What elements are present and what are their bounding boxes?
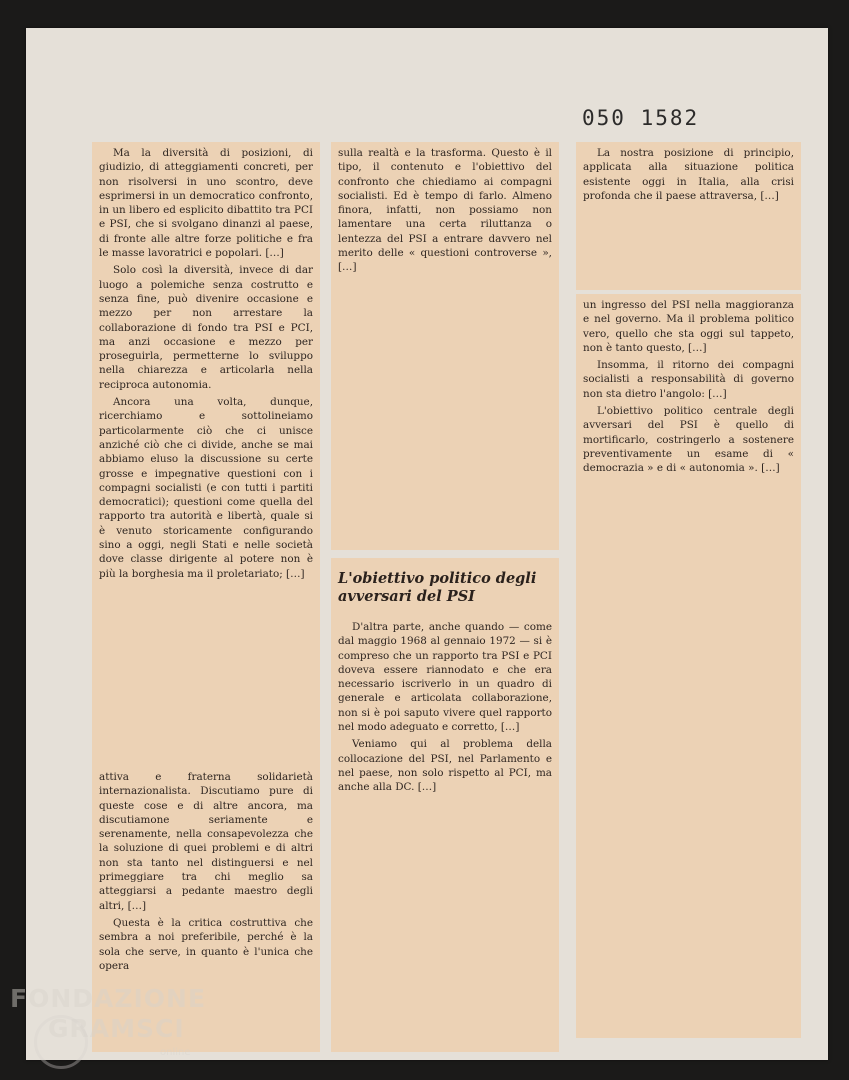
paragraph: La nostra posizione di principio, applicata alla situazione politica esistente oggi in Italia, alla crisi profonda che il paese attraversa, […] <box>583 147 794 202</box>
clipping-column-3-bottom <box>576 294 801 1038</box>
paragraph: D'altra parte, anche quando — come dal maggio 1968 al gennaio 1972 — si è compreso che un rapporto tra PSI e PCI doveva essere riannodato e che era necessario iscriverlo in un quadro di generale e articolata collaborazione, non si è poi saputo vivere quel rapporto nel modo adeguato e corretto, […] <box>338 621 552 734</box>
paragraph: Ancora una volta, dunque, ricerchiamo e sottolineiamo particolarmente ciò che ci unisce anziché ciò che ci divide, anche se mai abbiamo eluso la discussione su certe grosse e impegnative questioni con i compagni socialisti (e con tutti i partiti democratici); questioni come quella del rapporto tra autorità e libertà, quale si è venuto storicamente configurando sino a oggi, negli Stati e nelle società dove classe dirigente al potere non è più la borghesia ma il proletariato; […] <box>99 396 313 580</box>
paragraph: Solo così la diversità, invece di dar luogo a polemiche senza costrutto e senza fine, può divenire occasione e mezzo per non arrestare la collaborazione di fondo tra PSI e PCI, ma anzi occasione e mezzo per proseguirla, permetterne lo sviluppo nella chiarezza e articolarla nella reciproca autonomia. <box>99 264 313 391</box>
clipping-column-2-top <box>331 142 559 550</box>
watermark <box>10 984 206 1068</box>
watermark-line2: GRAMSCI <box>48 1014 185 1043</box>
paragraph: attiva e fraterna solidarietà internazionalista. Discutiamo pure di queste cose e di altre ancora, ma discutiamone seriamente e serenamente, nella consapevolezza che la soluzione di quei problemi e di altri non sta tanto nel distinguersi e nel primeggiare tra chi meglio sa atteggiarsi a pedante maestro degli altri, […] <box>99 771 313 912</box>
clipping-column-2-bottom <box>331 558 559 1052</box>
clipping-column-1-top <box>92 142 320 766</box>
paragraph: Insomma, il ritorno dei compagni socialisti a responsabilità di governo non sta dietro l'angolo: […] <box>583 359 794 400</box>
paragraph: Veniamo qui al problema della collocazione del PSI, nel Parlamento e nel paese, non solo rispetto al PCI, ma anche alla DC. […] <box>338 738 552 794</box>
paragraph: Ma la diversità di posizioni, di giudizio, di atteggiamenti concreti, per non risolversi in uno scontro, deve esprimersi in un democratico confronto, in un libero ed esplicito dibattito tra PCI e PSI, che si svolgano dinanzi al paese, di fronte alle altre forze politiche e fra le masse lavoratrici e popolari. […] <box>99 147 313 260</box>
paragraph: un ingresso del PSI nella maggioranza e nel governo. Ma il problema politico vero, quello che sta oggi sul tappeto, non è tanto questo, […] <box>583 299 794 354</box>
paragraph: sulla realtà e la trasforma. Questo è il tipo, il contenuto e l'obiettivo del confronto che chiediamo ai compagni socialisti. Ed è tempo di farlo. Almeno finora, infatti, non possiamo non lamentare una certa riluttanza o lentezza del PSI a entrare davvero nel merito delle « questioni controverse », […] <box>338 147 552 274</box>
section-heading: L'obiettivo politico degli avversari del PSI <box>338 570 537 605</box>
document-page <box>26 28 828 1060</box>
clipping-column-3-top <box>576 142 801 290</box>
paragraph: L'obiettivo politico centrale degli avversari del PSI è quello di mortificarlo, costringerlo a sostenere preventivamente un esame di « democrazia » e di « autonomia ». […] <box>583 405 794 475</box>
watermark-line3: online <box>160 1047 191 1058</box>
watermark-line1: FONDAZIONE <box>10 984 207 1013</box>
paragraph: Questa è la critica costruttiva che sembra a noi preferibile, perché è la sola che serve, in quanto è l'unica che opera <box>99 916 313 972</box>
archive-number: 050 1582 <box>582 106 700 130</box>
